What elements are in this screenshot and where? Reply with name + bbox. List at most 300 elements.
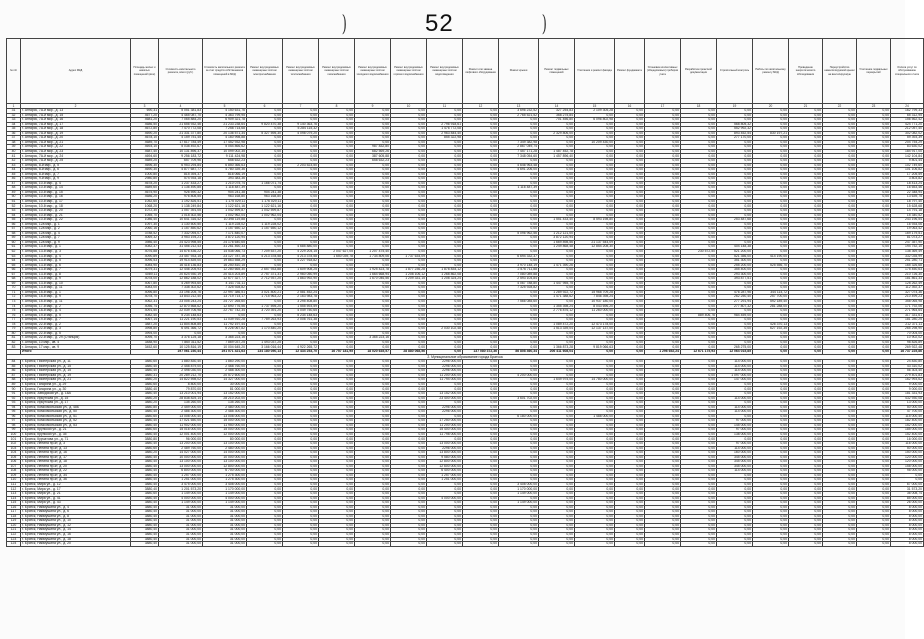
- table-cell: 7 080 089,88: [499, 272, 539, 277]
- table-cell: 0,00: [391, 336, 427, 341]
- table-cell: 0,00: [463, 145, 499, 150]
- table-cell: 0,00: [319, 340, 355, 345]
- table-cell: 0,00: [575, 528, 615, 533]
- table-cell: 0,00: [681, 340, 717, 345]
- table-cell: 0,00: [681, 345, 717, 350]
- table-cell: 0,00: [539, 286, 575, 291]
- table-cell: 0,00: [615, 290, 645, 295]
- table-cell: 3 365 223,16: [355, 336, 391, 341]
- table-cell: 3880,40: [131, 387, 159, 392]
- table-cell: 0,00: [355, 245, 391, 250]
- table-cell: 0,00: [753, 181, 789, 186]
- table-cell: 0,00: [539, 501, 575, 506]
- table-cell: 0,00: [463, 460, 499, 465]
- table-cell: 1 149 000,00: [159, 501, 203, 506]
- table-cell: 1 860 290,00: [203, 360, 247, 365]
- table-cell: 0,00: [575, 145, 615, 150]
- table-cell: 0,00: [575, 451, 615, 456]
- table-cell: 0,00: [575, 460, 615, 465]
- table-cell: 1 925 423,78: [355, 268, 391, 273]
- table-cell: 2 576 711,88: [499, 268, 539, 273]
- table-cell: 0,00: [615, 240, 645, 245]
- table-cell: 0,00: [427, 299, 463, 304]
- table-cell: 976 808,55: [159, 195, 203, 200]
- table-cell: 0,00: [789, 336, 823, 341]
- table-cell: 0,00: [319, 496, 355, 501]
- table-cell: 0,00: [355, 373, 391, 378]
- table-cell: 0,00: [857, 140, 891, 145]
- table-cell: 118: [7, 514, 21, 519]
- table-cell: 7 209 537,20: [247, 249, 283, 254]
- table-cell: 0,00: [681, 492, 717, 497]
- table-cell: 3880,31: [131, 373, 159, 378]
- table-cell: 0,00: [615, 313, 645, 318]
- table-cell: 0,00: [247, 410, 283, 415]
- table-cell: 0,00: [681, 236, 717, 241]
- table-cell: 37: [7, 136, 21, 141]
- table-cell: 14 676 436,22: [159, 249, 203, 254]
- table-cell: г. Ангарск, 12а мкр., д. 9: [21, 240, 131, 245]
- table-cell: 0,00: [615, 322, 645, 327]
- table-cell: 0,00: [823, 373, 857, 378]
- table-cell: 0,00: [539, 387, 575, 392]
- table-cell: 0,00: [789, 254, 823, 259]
- table-cell: 93: [7, 401, 21, 406]
- table-cell: 963 168,80: [247, 195, 283, 200]
- table-cell: 112 392,37: [891, 286, 924, 291]
- table-cell: 0,00: [283, 218, 319, 223]
- table-cell: 0,00: [823, 172, 857, 177]
- table-cell: 0,00: [681, 428, 717, 433]
- table-cell: 0,00: [427, 528, 463, 533]
- table-cell: 0,00: [857, 327, 891, 332]
- table-cell: 0,00: [427, 501, 463, 506]
- table-cell: 165 326,68: [891, 263, 924, 268]
- table-cell: 12 800 000,00: [203, 464, 247, 469]
- table-cell: 0,00: [247, 136, 283, 141]
- table-cell: 0,00: [319, 218, 355, 223]
- table-cell: 0,00: [857, 136, 891, 141]
- table-cell: 0,00: [575, 172, 615, 177]
- table-cell: г. Братск, Комсомольская ул., д. 53: [21, 423, 131, 428]
- table-cell: 2 765 521,52: [499, 113, 539, 118]
- table-cell: 0,00: [645, 378, 681, 383]
- table-cell: 31 000,00: [159, 523, 203, 528]
- table-cell: 0,00: [823, 131, 857, 136]
- table-cell: 1 366 873,28: [539, 345, 575, 350]
- table-cell: 0,00: [319, 401, 355, 406]
- table-cell: 0,00: [575, 382, 615, 387]
- table-cell: 0,00: [463, 172, 499, 177]
- table-cell: 3452,60: [131, 345, 159, 350]
- table-cell: 0,00: [391, 496, 427, 501]
- table-cell: 0,00: [499, 410, 539, 415]
- table-cell: 0,00: [463, 451, 499, 456]
- table-cell: 0,00: [857, 532, 891, 537]
- total-cell: 1 296 652,24: [645, 349, 681, 354]
- table-cell: 0,00: [499, 378, 539, 383]
- table-cell: 3880,40: [131, 514, 159, 519]
- table-cell: 0,00: [857, 360, 891, 365]
- table-cell: 0,00: [539, 177, 575, 182]
- table-cell: 0,00: [645, 290, 681, 295]
- table-cell: 0,00: [823, 118, 857, 123]
- table-cell: 0,00: [391, 382, 427, 387]
- table-cell: 0,00: [391, 487, 427, 492]
- table-cell: 0,00: [391, 505, 427, 510]
- table-cell: 0,00: [823, 451, 857, 456]
- table-cell: 0,00: [319, 122, 355, 127]
- table-cell: 0,00: [319, 331, 355, 336]
- table-cell: 0,00: [753, 401, 789, 406]
- table-cell: 0,00: [499, 204, 539, 209]
- column-header: Ремонт или замена лифтового оборудования: [463, 39, 499, 104]
- table-cell: 0,00: [681, 401, 717, 406]
- table-cell: 0,00: [891, 473, 924, 478]
- table-cell: 3880,40: [131, 496, 159, 501]
- table-cell: 355 400,00: [717, 268, 753, 273]
- table-cell: г. Братск, Наймушина ул., д. 4: [21, 505, 131, 510]
- table-cell: 0,00: [823, 396, 857, 401]
- table-cell: 3880,60: [131, 446, 159, 451]
- table-cell: 0,00: [681, 277, 717, 282]
- table-cell: 96: [7, 414, 21, 419]
- table-cell: 0,00: [789, 259, 823, 264]
- table-cell: 0,00: [575, 149, 615, 154]
- column-number: 5: [203, 104, 247, 109]
- table-cell: 0,00: [463, 401, 499, 406]
- table-cell: 0,00: [463, 392, 499, 397]
- table-cell: 3880,40: [131, 473, 159, 478]
- table-cell: 112: [7, 487, 21, 492]
- table-cell: 0,00: [463, 336, 499, 341]
- table-cell: 0,00: [615, 419, 645, 424]
- table-cell: 71: [7, 290, 21, 295]
- table-cell: 0,00: [645, 149, 681, 154]
- table-cell: 0,00: [645, 419, 681, 424]
- table-cell: 0,00: [753, 532, 789, 537]
- table-cell: 1 170 000,00: [203, 487, 247, 492]
- table-cell: 0,00: [355, 455, 391, 460]
- table-cell: 40: [7, 149, 21, 154]
- table-cell: 0,00: [427, 209, 463, 214]
- table-cell: 0,00: [319, 469, 355, 474]
- table-cell: 0,00: [645, 209, 681, 214]
- table-cell: 0,00: [391, 140, 427, 145]
- table-cell: 1 737 595,20: [247, 304, 283, 309]
- table-cell: 0,00: [283, 532, 319, 537]
- table-cell: 10 131 896,37: [159, 149, 203, 154]
- table-cell: 0,00: [391, 432, 427, 437]
- table-cell: 3880,40: [131, 392, 159, 397]
- table-cell: 116: [7, 505, 21, 510]
- table-cell: 0,00: [463, 109, 499, 114]
- table-cell: 0,00: [823, 209, 857, 214]
- table-cell: 0,00: [499, 313, 539, 318]
- table-cell: 0,00: [823, 469, 857, 474]
- table-cell: 0,00: [539, 401, 575, 406]
- table-cell: г. Ангарск, 15-й мкр., д. 9: [21, 295, 131, 300]
- table-cell: 0,00: [539, 373, 575, 378]
- table-cell: 8 000,00: [891, 542, 924, 547]
- table-cell: 0,00: [681, 222, 717, 227]
- table-cell: 3880,60: [131, 492, 159, 497]
- table-cell: 0,00: [789, 378, 823, 383]
- table-cell: 105: [7, 455, 21, 460]
- table-cell: 0,00: [823, 369, 857, 374]
- table-cell: 0,00: [355, 131, 391, 136]
- table-cell: 185 000,00: [891, 428, 924, 433]
- table-cell: 0,00: [645, 222, 681, 227]
- table-cell: 0,00: [681, 254, 717, 259]
- table-cell: 0,00: [575, 364, 615, 369]
- table-cell: 0,00: [615, 382, 645, 387]
- table-cell: 2 960 050,99: [283, 272, 319, 277]
- table-cell: 0,00: [789, 122, 823, 127]
- table-cell: 15 400 000,00: [427, 428, 463, 433]
- table-cell: 0,00: [753, 496, 789, 501]
- table-cell: 0,00: [615, 136, 645, 141]
- table-cell: 7 325 928,82: [499, 286, 539, 291]
- table-cell: 1068,20: [131, 204, 159, 209]
- table-cell: 0,00: [645, 127, 681, 132]
- table-cell: 31 456 212,43: [159, 245, 203, 250]
- table-cell: 0,00: [681, 209, 717, 214]
- table-cell: 0,00: [539, 145, 575, 150]
- table-cell: 0,00: [615, 473, 645, 478]
- table-cell: 0,00: [645, 410, 681, 415]
- table-cell: 2 657 933,88: [247, 268, 283, 273]
- table-cell: 0,00: [857, 149, 891, 154]
- table-cell: 4082,37: [131, 245, 159, 250]
- total-cell: 0,00: [857, 349, 891, 354]
- table-cell: 6 694 332,37: [499, 254, 539, 259]
- table-cell: 0,00: [615, 249, 645, 254]
- table-cell: 99: [7, 428, 21, 433]
- table-cell: 0,00: [283, 364, 319, 369]
- table-cell: 0,00: [355, 172, 391, 177]
- table-cell: 0,00: [681, 482, 717, 487]
- table-cell: 0,00: [645, 519, 681, 524]
- table-cell: 3 953 194,21: [159, 236, 203, 241]
- table-cell: г. Ангарск, 13-й мкр., д. 7: [21, 268, 131, 273]
- table-cell: 0,00: [427, 313, 463, 318]
- table-cell: 0,00: [463, 131, 499, 136]
- table-cell: 0,00: [283, 154, 319, 159]
- table-cell: 2296 000,00: [427, 405, 463, 410]
- table-cell: 0,00: [499, 542, 539, 547]
- table-cell: 0,00: [391, 131, 427, 136]
- table-cell: 926 590,32: [159, 190, 203, 195]
- table-cell: 0,00: [499, 131, 539, 136]
- table-cell: 1 149 000,00: [159, 492, 203, 497]
- table-cell: 31 000,00: [159, 532, 203, 537]
- table-cell: 2 203 523,50: [283, 163, 319, 168]
- table-cell: 82: [7, 340, 21, 345]
- table-cell: 3880,40: [131, 432, 159, 437]
- table-cell: 0,00: [823, 149, 857, 154]
- table-cell: 0,00: [427, 401, 463, 406]
- table-cell: 0,00: [789, 460, 823, 465]
- table-cell: 31 000,00: [203, 519, 247, 524]
- table-cell: 0,00: [823, 401, 857, 406]
- table-cell: 0,00: [319, 373, 355, 378]
- table-cell: 0,00: [681, 419, 717, 424]
- table-cell: г. Братск, Заводская ул., д. 18А: [21, 392, 131, 397]
- table-cell: 96 000,00: [159, 437, 203, 442]
- table-cell: г. Братск, Мира ул., д. 41: [21, 496, 131, 501]
- table-cell: 0,00: [789, 331, 823, 336]
- table-cell: 0,00: [391, 501, 427, 506]
- table-cell: 0,00: [681, 322, 717, 327]
- table-cell: 0,00: [615, 423, 645, 428]
- table-cell: 0,00: [319, 364, 355, 369]
- table-cell: 0,00: [539, 209, 575, 214]
- table-cell: 0,00: [681, 268, 717, 273]
- table-cell: 4 150 631,76: [203, 109, 247, 114]
- table-cell: 0,00: [645, 122, 681, 127]
- table-cell: 0,00: [681, 213, 717, 218]
- table-cell: 94: [7, 405, 21, 410]
- table-cell: 0,00: [753, 240, 789, 245]
- table-cell: 0,00: [753, 122, 789, 127]
- table-cell: 0,00: [391, 437, 427, 442]
- table-cell: 0,00: [247, 313, 283, 318]
- table-cell: 11 794 000,00: [427, 378, 463, 383]
- table-cell: 0,00: [575, 249, 615, 254]
- table-cell: 0,00: [645, 249, 681, 254]
- table-cell: 175 450,63: [891, 268, 924, 273]
- table-cell: 0,00: [857, 423, 891, 428]
- table-cell: 0,00: [463, 222, 499, 227]
- column-number: 17: [645, 104, 681, 109]
- table-cell: 114 000,00: [717, 396, 753, 401]
- table-cell: 393 877,51: [717, 277, 753, 282]
- table-cell: 0,00: [391, 168, 427, 173]
- table-cell: 0,00: [615, 437, 645, 442]
- table-cell: 0,00: [615, 186, 645, 191]
- table-cell: 1 122 621,16: [203, 204, 247, 209]
- table-cell: 0,00: [615, 373, 645, 378]
- table-cell: 73: [7, 299, 21, 304]
- table-cell: 0,00: [615, 127, 645, 132]
- table-cell: 0,00: [391, 473, 427, 478]
- table-cell: 1 251 000,00: [427, 478, 463, 483]
- table-cell: 424 771,20: [891, 122, 924, 127]
- table-cell: 476 287,96: [717, 290, 753, 295]
- table-cell: 7 789 263,93: [247, 318, 283, 323]
- table-cell: 0,00: [539, 190, 575, 195]
- table-cell: г. Ангарск, 10-й мкр., д. 15: [21, 190, 131, 195]
- table-cell: 0,00: [355, 295, 391, 300]
- table-cell: 0,00: [717, 149, 753, 154]
- table-cell: 0,00: [247, 218, 283, 223]
- table-cell: 0,00: [681, 181, 717, 186]
- table-cell: 0,00: [753, 159, 789, 164]
- table-cell: 0,00: [615, 268, 645, 273]
- table-cell: 22 348,94: [891, 190, 924, 195]
- table-cell: 97 000,00: [717, 419, 753, 424]
- table-cell: 0,00: [645, 140, 681, 145]
- table-cell: 0,00: [681, 304, 717, 309]
- table-cell: 0,00: [645, 369, 681, 374]
- table-cell: 24 423 998,55: [159, 240, 203, 245]
- table-cell: 0,00: [645, 245, 681, 250]
- table-cell: 0,00: [283, 281, 319, 286]
- table-cell: г. Братск, Комсомольская ул., д. 48Б: [21, 405, 131, 410]
- table-cell: 0,00: [645, 469, 681, 474]
- table-cell: 0,00: [789, 168, 823, 173]
- table-cell: 0,00: [681, 281, 717, 286]
- table-cell: 3880,40: [131, 542, 159, 547]
- table-cell: 0,00: [717, 154, 753, 159]
- table-cell: 10 125 816,19: [159, 345, 203, 350]
- table-cell: 0,00: [427, 414, 463, 419]
- table-cell: 10 902,02: [891, 336, 924, 341]
- table-cell: 0,00: [391, 281, 427, 286]
- table-cell: 1 018 302,56: [159, 213, 203, 218]
- table-cell: 0,00: [283, 136, 319, 141]
- table-cell: 4 200 000,00: [499, 373, 539, 378]
- table-cell: 114: [7, 496, 21, 501]
- table-cell: 16 250 810,15: [203, 263, 247, 268]
- table-cell: 0,00: [427, 492, 463, 497]
- table-cell: 0,00: [789, 382, 823, 387]
- table-cell: 0,00: [615, 181, 645, 186]
- table-cell: 0,00: [753, 505, 789, 510]
- table-cell: 1 149 000,00: [499, 492, 539, 497]
- table-cell: 0,00: [717, 113, 753, 118]
- table-cell: 0,00: [575, 272, 615, 277]
- table-cell: 0,00: [247, 519, 283, 524]
- table-cell: 1 737 634,09: [391, 254, 427, 259]
- table-cell: 0,00: [575, 387, 615, 392]
- column-header: Разработка проектной документации: [681, 39, 717, 104]
- table-cell: 0,00: [681, 290, 717, 295]
- table-cell: 0,00: [823, 528, 857, 533]
- table-cell: 0,00: [645, 236, 681, 241]
- table-cell: 0,00: [857, 378, 891, 383]
- table-cell: 0,00: [247, 451, 283, 456]
- table-cell: 169 179,51: [891, 231, 924, 236]
- table-cell: 0,00: [645, 268, 681, 273]
- table-cell: г. Братск, Ленина пр-кт, д. 20: [21, 464, 131, 469]
- table-cell: г. Братск, Пионерская ул., д. 15: [21, 364, 131, 369]
- table-cell: 54: [7, 213, 21, 218]
- table-cell: 58: [7, 231, 21, 236]
- table-cell: 0,00: [355, 369, 391, 374]
- table-cell: 0,00: [539, 405, 575, 410]
- table-cell: 0,00: [645, 113, 681, 118]
- table-cell: 0,00: [499, 190, 539, 195]
- table-cell: 4690,30: [131, 168, 159, 173]
- table-cell: 0,00: [463, 272, 499, 277]
- table-cell: 0,00: [283, 387, 319, 392]
- table-cell: 0,00: [857, 451, 891, 456]
- table-cell: 17 617 784,49: [159, 140, 203, 145]
- table-cell: г. Ангарск, 13-й мкр., д. 10: [21, 281, 131, 286]
- table-cell: 7 348 054,60: [499, 154, 539, 159]
- table-cell: 7 860 311,52: [159, 340, 203, 345]
- table-cell: 1 863 992,90: [283, 277, 319, 282]
- table-cell: 4 646 963,48: [499, 163, 539, 168]
- table-cell: 0,00: [499, 218, 539, 223]
- table-cell: 0,00: [499, 382, 539, 387]
- table-cell: г. Братск, Пионерская ул., д. 19: [21, 373, 131, 378]
- table-cell: 67 000,00: [891, 482, 924, 487]
- table-cell: 0,00: [355, 496, 391, 501]
- table-cell: 0,00: [857, 127, 891, 132]
